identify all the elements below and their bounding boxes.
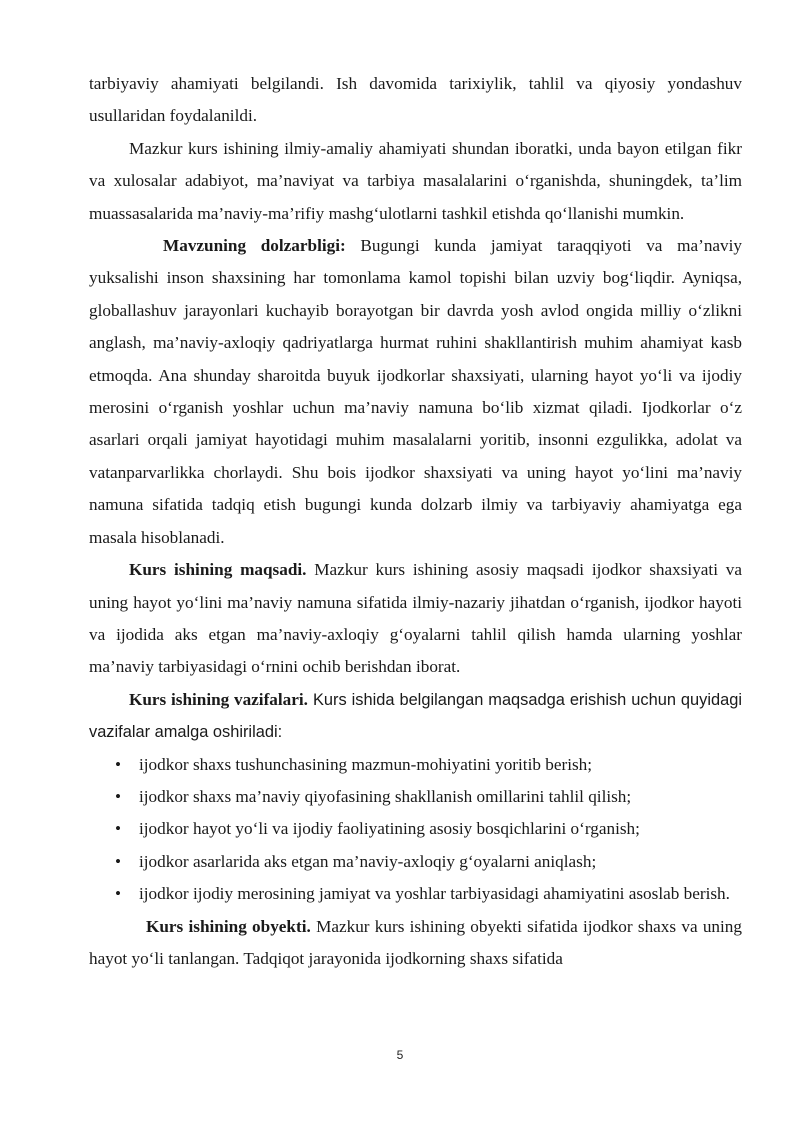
object-text: Mazkur kurs ishining obyekti sifatida ijodkor shaxs va uning hayot yo‘li tanlangan. Tadqiqot jarayonida ijodkorning shaxs sifatida [89, 916, 742, 968]
goal-text: Mazkur kurs ishining asosiy maqsadi ijodkor shaxsiyati va uning hayot yo‘lini ma’naviy namuna sifatida ilmiy-nazariy jihatdan o‘rganish, ijodkor hayoti va ijodida aks etgan ma’naviy-axloqiy g‘oyalarni tahlil qilish hamda ularning yoshlar ma’naviy tarbiyasidagi o‘rnini ochib berishdan iborat. [89, 560, 742, 677]
list-item: • ijodkor shaxs tushunchasining mazmun-mohiyatini yoritib berish; [139, 749, 742, 781]
goal-heading: Kurs ishining maqsadi. [129, 560, 307, 580]
paragraph-goal [89, 554, 742, 684]
paragraph-intro-continuation: tarbiyaviy ahamiyati belgilandi. Ish davomida tarixiylik, tahlil va qiyosiy yondashuv usullaridan foydalanildi. [89, 74, 742, 126]
tasks-heading: Kurs ishining vazifalari. [129, 689, 308, 709]
list-item: • ijodkor hayot yo‘li va ijodiy faoliyatining asosiy bosqichlarini o‘rganish; [139, 813, 742, 845]
tasks-text: Kurs ishida belgilangan maqsadga erishish uchun quyidagi vazifalar amalga oshiriladi: [89, 690, 742, 742]
page-body [89, 68, 742, 975]
list-item: • ijodkor shaxs ma’naviy qiyofasining shakllanish omillarini tahlil qilish; [139, 781, 742, 813]
relevance-text: Bugungi kunda jamiyat taraqqiyoti va ma’naviy yuksalishi inson shaxsining har tomonlama kamol topishi bilan uzviy bog‘liqdir. Ayniqsa, globallashuv jarayonlari kuchayib borayotgan bir davrda yosh avlod ongida milliy o‘zlikni anglash, ma’naviy-axloqiy qadriyatlarga hurmat ruhini shakllantirish muhim ahamiyat kasb etmoqda. Ana shunday sharoitda buyuk ijodkorlar shaxsiyati, ularning hayot yo‘li va ijodiy merosini o‘rganish yoshlar uchun ma’naviy namuna bo‘lib xizmat qiladi. Ijodkorlar o‘z asarlari orqali jamiyat hayotidagi muhim masalalarni yoritib, insonni ezgulikka, adolat va vatanparvarlikka chorlaydi. Shu bois ijodkor shaxsiyati va uning hayot yo‘lini ma’naviy namuna sifatida tadqiq etish bugungi kunda dolzarb ilmiy va tarbiyaviy ahamiyatga ega masala hisoblanadi. [89, 236, 743, 547]
paragraph-relevance [89, 230, 742, 554]
tasks-list [89, 749, 742, 911]
relevance-heading: Mavzuning dolzarbligi: [163, 236, 346, 256]
paragraph-practical-significance: Mazkur kurs ishining ilmiy-amaliy ahamiyati shundan iboratki, unda bayon etilgan fikr va xulosalar adabiyot, ma’naviyat va tarbiya masalalarini o‘rganishda, shuningdek, ta’lim muassasalarida ma’naviy-ma’rifiy mashg‘ulotlarni tashkil etishda qo‘llanishi mumkin. [89, 138, 742, 223]
paragraph-tasks [89, 684, 742, 749]
list-item: • ijodkor asarlarida aks etgan ma’naviy-axloqiy g‘oyalarni aniqlash; [139, 846, 742, 878]
list-item: • ijodkor ijodiy merosining jamiyat va yoshlar tarbiyasidagi ahamiyatini asoslab berish. [139, 878, 742, 910]
object-heading: Kurs ishining obyekti. [146, 916, 311, 936]
page-number: 5 [396, 1048, 404, 1062]
paragraph-object [89, 911, 742, 976]
